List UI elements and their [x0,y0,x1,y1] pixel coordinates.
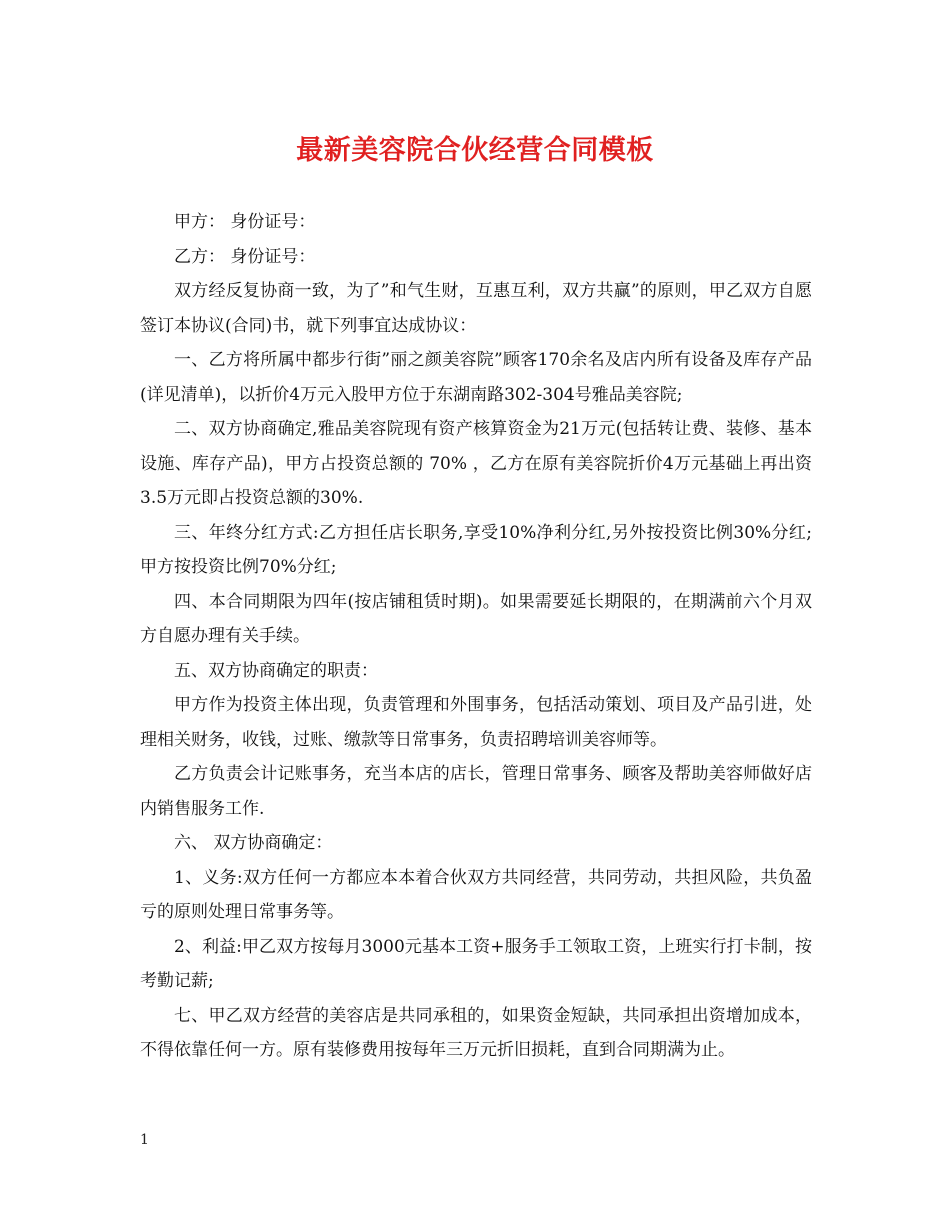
party-a-line: 甲方： 身份证号： [174,212,316,232]
preamble-paragraph: 双方经反复协商一致，为了”和气生财，互惠互利，双方共赢”的原则，甲乙双方自愿签订本协议(合同)书，就下列事宜达成协议： [140,281,812,336]
clause-6-heading: 六、 双方协商确定： [174,833,333,853]
clause-7: 七、甲乙双方经营的美容店是共同承租的，如果资金短缺，共同承担出资增加成本，不得依靠任何一方。原有装修费用按每年三万元折旧损耗，直到合同期满为止。 [140,1005,812,1060]
page-number: 1 [140,1132,149,1148]
clause-5-party-a-duties: 甲方作为投资主体出现，负责管理和外围事务，包括活动策划、项目及产品引进，处理相关财务，收钱，过账、缴款等日常事务，负责招聘培训美容师等。 [140,695,812,750]
clause-6-obligations: 1、义务:双方任何一方都应本本着合伙双方共同经营，共同劳动，共担风险，共负盈亏的原则处理日常事务等。 [140,867,812,922]
clause-1: 一、乙方将所属中都步行街”丽之颜美容院”顾客170余名及店内所有设备及库存产品(详见清单)，以折价4万元入股甲方位于东湖南路302-304号雅品美容院; [140,350,812,405]
document-title: 最新美容院合伙经营合同模板 [296,135,654,166]
clause-5-heading: 五、双方协商确定的职责： [174,660,378,681]
party-b-line: 乙方： 身份证号： [174,246,316,267]
clause-6-benefits: 2、利益:甲乙双方按每月3000元基本工资+服务手工领取工资，上班实行打卡制，按考勤记薪; [140,936,812,991]
clause-3: 三、年终分红方式:乙方担任店长职务,享受10%净利分红,另外按投资比例30%分红;甲方按投资比例70%分红; [140,522,812,577]
document-body [140,205,812,1068]
clause-4: 四、本合同期限为四年(按店铺租赁时期)。如果需要延长期限的，在期满前六个月双方自愿办理有关手续。 [140,591,812,646]
clause-5-party-b-duties: 乙方负责会计记账事务，充当本店的店长，管理日常事务、顾客及帮助美容师做好店内销售服务工作. [140,764,812,819]
clause-2: 二、双方协商确定,雅品美容院现有资产核算资金为21万元(包括转让费、装修、基本设施、库存产品)，甲方占投资总额的 70% ，乙方在原有美容院折价4万元基础上再出资3.5万元即占投资总额的30%. [140,419,812,508]
